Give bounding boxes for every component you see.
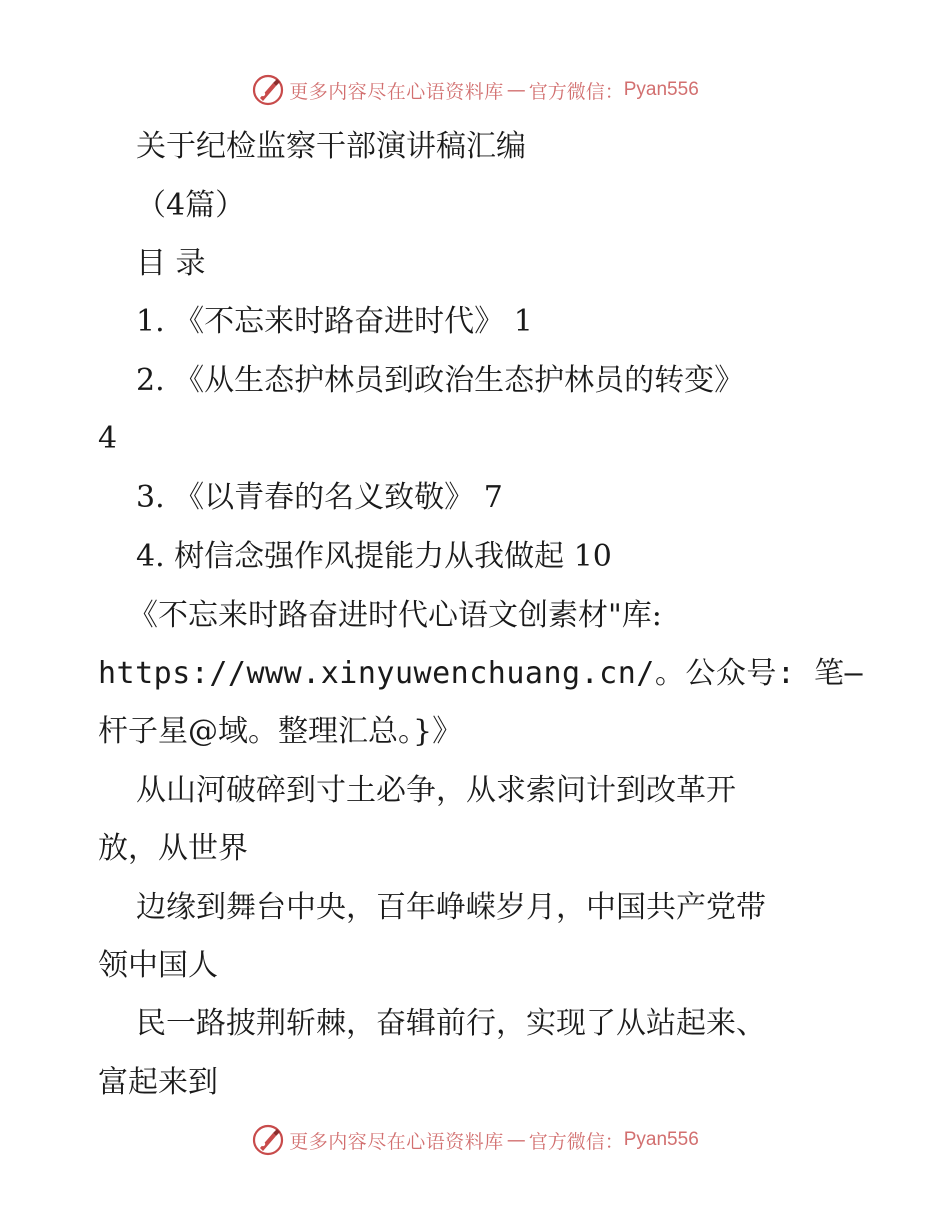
watermark-label: 官方微信：: [528, 80, 624, 103]
toc-entry-3: [136, 478, 503, 518]
paragraph-line: 富起来到: [98, 1065, 218, 1100]
toc-number: 3.: [136, 480, 165, 515]
toc-number: 1.: [136, 304, 165, 339]
watermark-separator: —: [506, 1129, 526, 1151]
toc-page: 7: [483, 480, 503, 515]
watermark-wechat-id: Pyan556: [623, 1129, 699, 1150]
toc-page: 1: [513, 304, 533, 339]
paragraph-line: 放，从世界: [98, 831, 248, 866]
watermark-wechat-id: Pyan556: [623, 79, 699, 100]
toc-entry-2: [136, 361, 744, 401]
toc-entry-1: [136, 302, 533, 342]
watermark-separator: —: [506, 79, 526, 101]
document-title: 关于纪检监察干部演讲稿汇编: [136, 129, 526, 164]
toc-number: 2.: [136, 363, 165, 398]
toc-page: 4: [98, 421, 118, 456]
watermark-text: 更多内容尽在心语资料库: [289, 80, 504, 103]
source-line: 杆子星@域。整理汇总。}》: [98, 714, 463, 749]
paragraph-line: 领中国人: [98, 948, 218, 983]
watermark-text: 更多内容尽在心语资料库: [289, 1130, 504, 1153]
footer-watermark: [0, 1120, 950, 1160]
toc-entry-4: [136, 537, 612, 577]
toc-heading: 目 录: [136, 246, 206, 281]
paragraph-line: 民一路披荆斩棘，奋辑前行，实现了从站起来、: [136, 1006, 766, 1041]
document-count: （4篇）: [136, 188, 246, 223]
source-line: 《不忘来时路奋进时代心语文创素材"库:: [128, 598, 662, 633]
header-watermark: [0, 70, 950, 110]
toc-page: 10: [573, 539, 612, 574]
pen-logo-icon: [251, 73, 285, 107]
source-url-line: https://www.xinyuwenchuang.cn/。公众号: 笔—: [98, 656, 864, 691]
paragraph-line: 从山河破碎到寸土必争，从求索问计到改革开: [136, 773, 736, 808]
toc-title: 树信念强作风提能力从我做起: [174, 539, 565, 574]
pen-logo-icon: [251, 1123, 285, 1157]
watermark-label: 官方微信：: [528, 1130, 624, 1153]
toc-title: 《不忘来时路奋进时代》: [174, 304, 505, 339]
toc-title: 《以青春的名义致敬》: [174, 480, 475, 515]
toc-title: 《从生态护林员到政治生态护林员的转变》: [174, 363, 745, 398]
toc-number: 4.: [136, 539, 165, 574]
paragraph-line: 边缘到舞台中央，百年峥嵘岁月，中国共产党带: [136, 890, 766, 925]
